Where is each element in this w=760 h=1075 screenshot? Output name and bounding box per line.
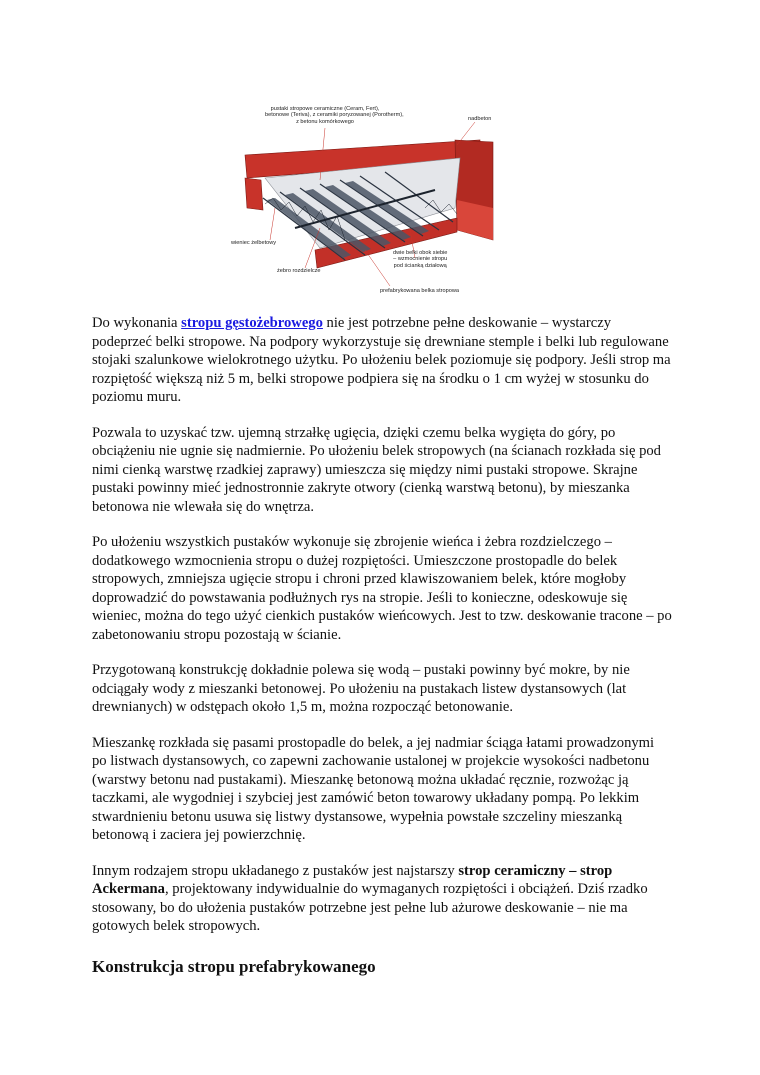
label-zebro: żebro rozdzielcze: [277, 268, 321, 274]
paragraph-2: Pozwala to uzyskać tzw. ujemną strzałkę ugięcia, dzięki czemu belka wygięta do góry, po obciążeniu nie ugnie się nadmiernie. Po ułożeniu belek stropowych (na ścianach rozkłada się pod nimi cienką warstwę rzadkiej zaprawy) umieszcza się między nimi pustaki stropowe. Skrajne pustaki powinny mieć jednostronnie zakryte otwory (cienką warstwą betonu), by mieszanka betonowa nie wlewała się do wnętrza.: [92, 424, 661, 515]
paragraph-6: [92, 862, 672, 936]
paragraph-4: Przygotowaną konstrukcję dokładnie polewa się wodą – pustaki powinny być mokre, by nie odciągały wody z mieszanki betonowej. Po ułożeniu na pustakach listew dystansowych (lat drewnianych) w odstępach około 1,5 m, można rozpocząć betonowanie.: [92, 662, 630, 715]
label-blocks-line1: pustaki stropowe ceramiczne (Ceram, Fert),: [270, 106, 380, 112]
paragraph-3: Po ułożeniu wszystkich pustaków wykonuje się zbrojenie wieńca i żebra rozdzielczego – dodatkowego wzmocnienia stropu o dużej rozpiętości. Umieszczone prostopadle do belek stropowych, zmniejsza ugięcie stropu i chroni przed klawiszowaniem belek, które mogłoby doprowadzić do powstawania podłużnych rys na stropie. Jeśli to konieczne, odeskowuje się wieniec, można do tego użyć cienkich pustaków wieńcowych. Jest to tzw. deskowanie tracone – po zabetonowaniu stropu pozostają w ścianie.: [92, 534, 672, 643]
label-wieniec: wieniec żelbetowy: [231, 240, 277, 246]
article-body: [92, 314, 672, 976]
diagram-drawing: [225, 100, 515, 300]
label-belki-line3: pod ścianką działową: [393, 262, 447, 269]
link-strop-gestozebrowy[interactable]: stropu gęstożebrowego: [181, 315, 323, 331]
label-nadbeton: nadbeton: [468, 116, 492, 122]
section-heading: Konstrukcja stropu prefabrykowanego: [92, 956, 376, 976]
label-blocks: [265, 106, 404, 125]
label-blocks-line3: z betonu komórkowego: [296, 118, 354, 125]
wall-left: [245, 178, 263, 210]
label-belki-line2: – wzmocnienie stropu: [393, 256, 448, 263]
p1-text-after: nie jest potrzebne pełne deskowanie – wystarczy podeprzeć belki stropowe. Na podpory wykorzystuje się drewniane stemple i belki lub regulowane stojaki szalunkowe wielokrotnego użytku. Po ułożeniu belek poziomuje się podpory. Jeśli strop ma rozpiętość większą niż 5 m, belki stropowe podpiera się na środku o 1 cm wyżej w stosunku do poziomu muru.: [92, 315, 671, 405]
label-belki: [393, 250, 447, 269]
label-belki-line1: dwie belki obok siebie: [393, 250, 448, 256]
label-blocks-line2: betonowe (Teriva), z ceramiki poryzowanej (Porotherm),: [265, 112, 404, 119]
paragraph-5: Mieszankę rozkłada się pasami prostopadle do belek, a jej nadmiar ściąga łatami prowadzonymi po listwach dystansowych, co zapewni zachowanie ustalonej w projekcie wysokości nadbetonu (warstwy betonu nad pustakami). Mieszankę betonową można układać ręcznie, rozwożąc ją taczkami, ale wygodniej i szybciej jest zamówić beton towarowy układany pompą. Po lekkim stwardnieniu betonu usuwa się listwy dystansowe, wypełnia powstałe szczeliny mieszanką betonową i zaciera jej powierzchnię.: [92, 734, 655, 843]
p1-text-before: Do wykonania: [92, 315, 182, 331]
paragraph-1: [92, 314, 672, 407]
p6-bold-term: strop ceramiczny – strop Ackermana: [92, 862, 613, 897]
label-prefab: prefabrykowana belka stropowa: [380, 288, 459, 294]
p6-text-after: , projektowany indywidualnie do wymaganych rozpiętości i obciążeń. Dziś rzadko stosowany, bo do ułożenia pustaków potrzebne jest pełne lub ażurowe deskowanie – nie ma gotowych belek stropowych.: [92, 881, 648, 934]
p6-text-before: Innym rodzajem stropu układanego z pustaków jest najstarszy: [92, 862, 459, 879]
floor-construction-diagram: [225, 100, 515, 300]
